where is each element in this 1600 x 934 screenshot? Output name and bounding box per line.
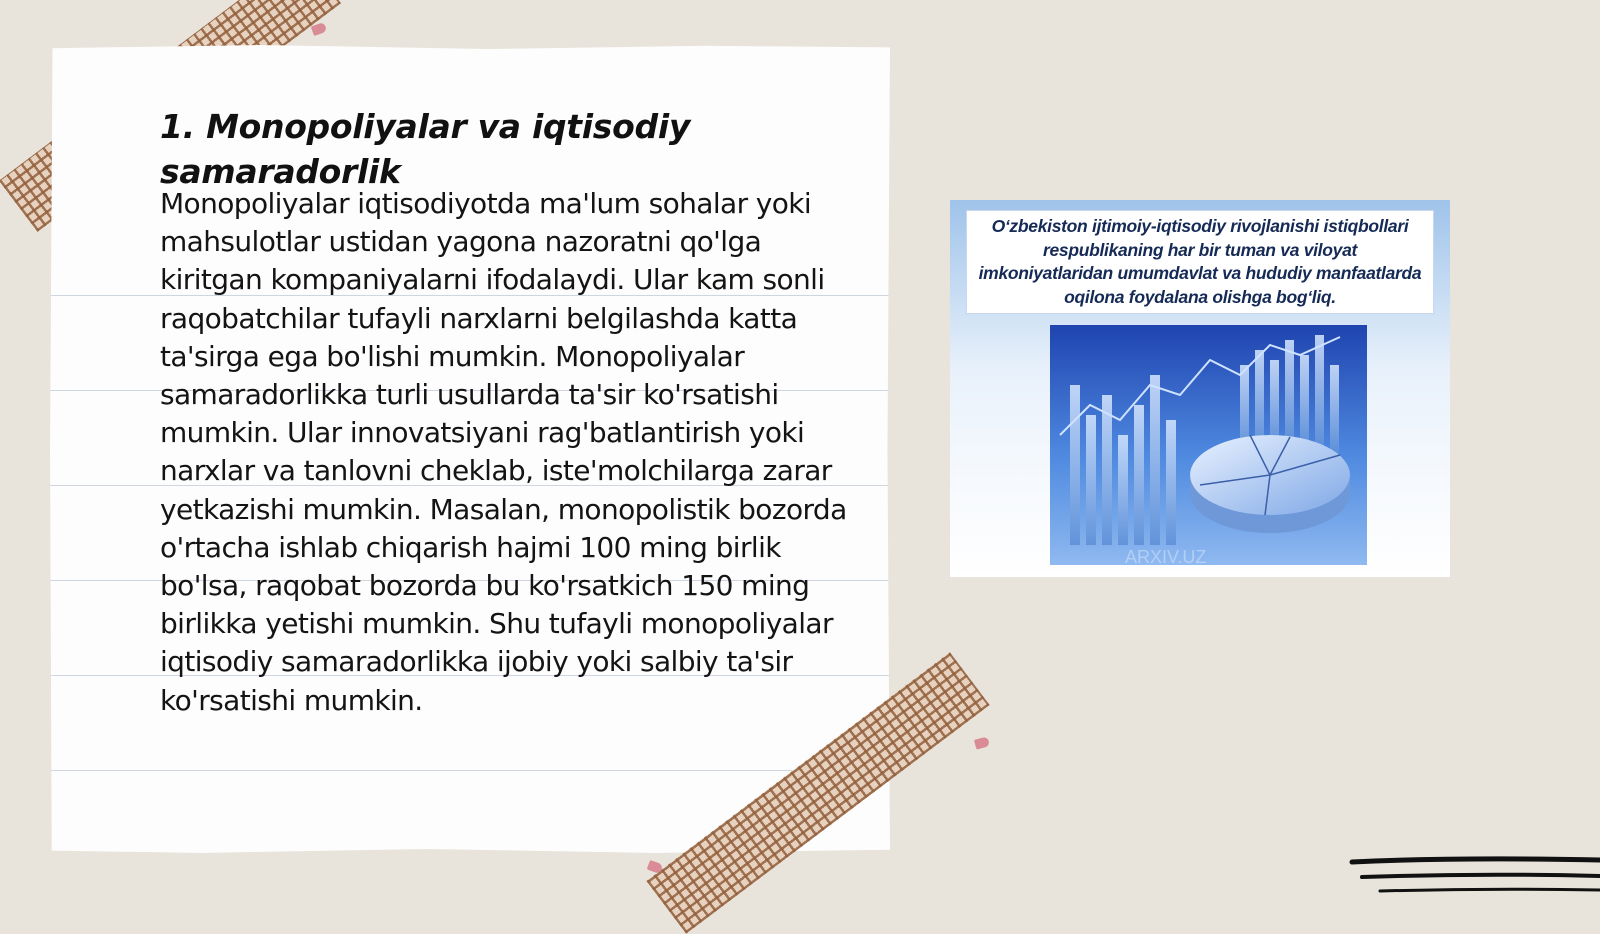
image-watermark: ARXIV.UZ bbox=[1125, 547, 1207, 565]
image-caption: O‘zbekiston ijtimoiy-iqtisodiy rivojlanishi istiqbollari respublikaning har bir tuman va viloyat imkoniyatlaridan umumdavlat va hududiy manfaatlarda oqilona foydalana olishga bog‘liq. bbox=[978, 216, 1422, 307]
tape-tab-bottom-right bbox=[974, 736, 990, 749]
slide-body-text: Monopoliyalar iqtisodiyotda ma'lum sohalar yoki mahsulotlar ustidan yagona nazoratni qo'lga kiritgan kompaniyalarni ifodalaydi. Ular kam sonli raqobatchilar tufayli narxlarni belgilashda katta ta'sirga ega bo'lishi mumkin. Monopoliyalar samaradorlikka turli usullarda ta'sir ko'rsatishi mumkin. Ular innovatsiyani rag'batlantirish yoki narxlar va tanlovni cheklab, iste'molchilarga zarar yetkazishi mumkin. Masalan, monopolistik bozorda o'rtacha ishlab chiqarish hajmi 100 ming birlik bo'lsa, raqobat bozorda bu ko'rsatkich 150 ming birlikka yetishi mumkin. Shu tufayli monopoliyalar iqtisodiy samaradorlikka ijobiy yoki salbiy ta'sir ko'rsatishi mumkin. bbox=[160, 187, 847, 717]
illustration-image bbox=[950, 200, 1450, 577]
decorative-brush-lines bbox=[1340, 850, 1600, 900]
paper-rule-line bbox=[50, 770, 890, 771]
image-caption-box bbox=[966, 210, 1434, 314]
slide-title: 1. Monopoliyalar va iqtisodiy samaradorlik bbox=[160, 107, 691, 191]
chart-illustration-icon bbox=[1050, 325, 1367, 565]
